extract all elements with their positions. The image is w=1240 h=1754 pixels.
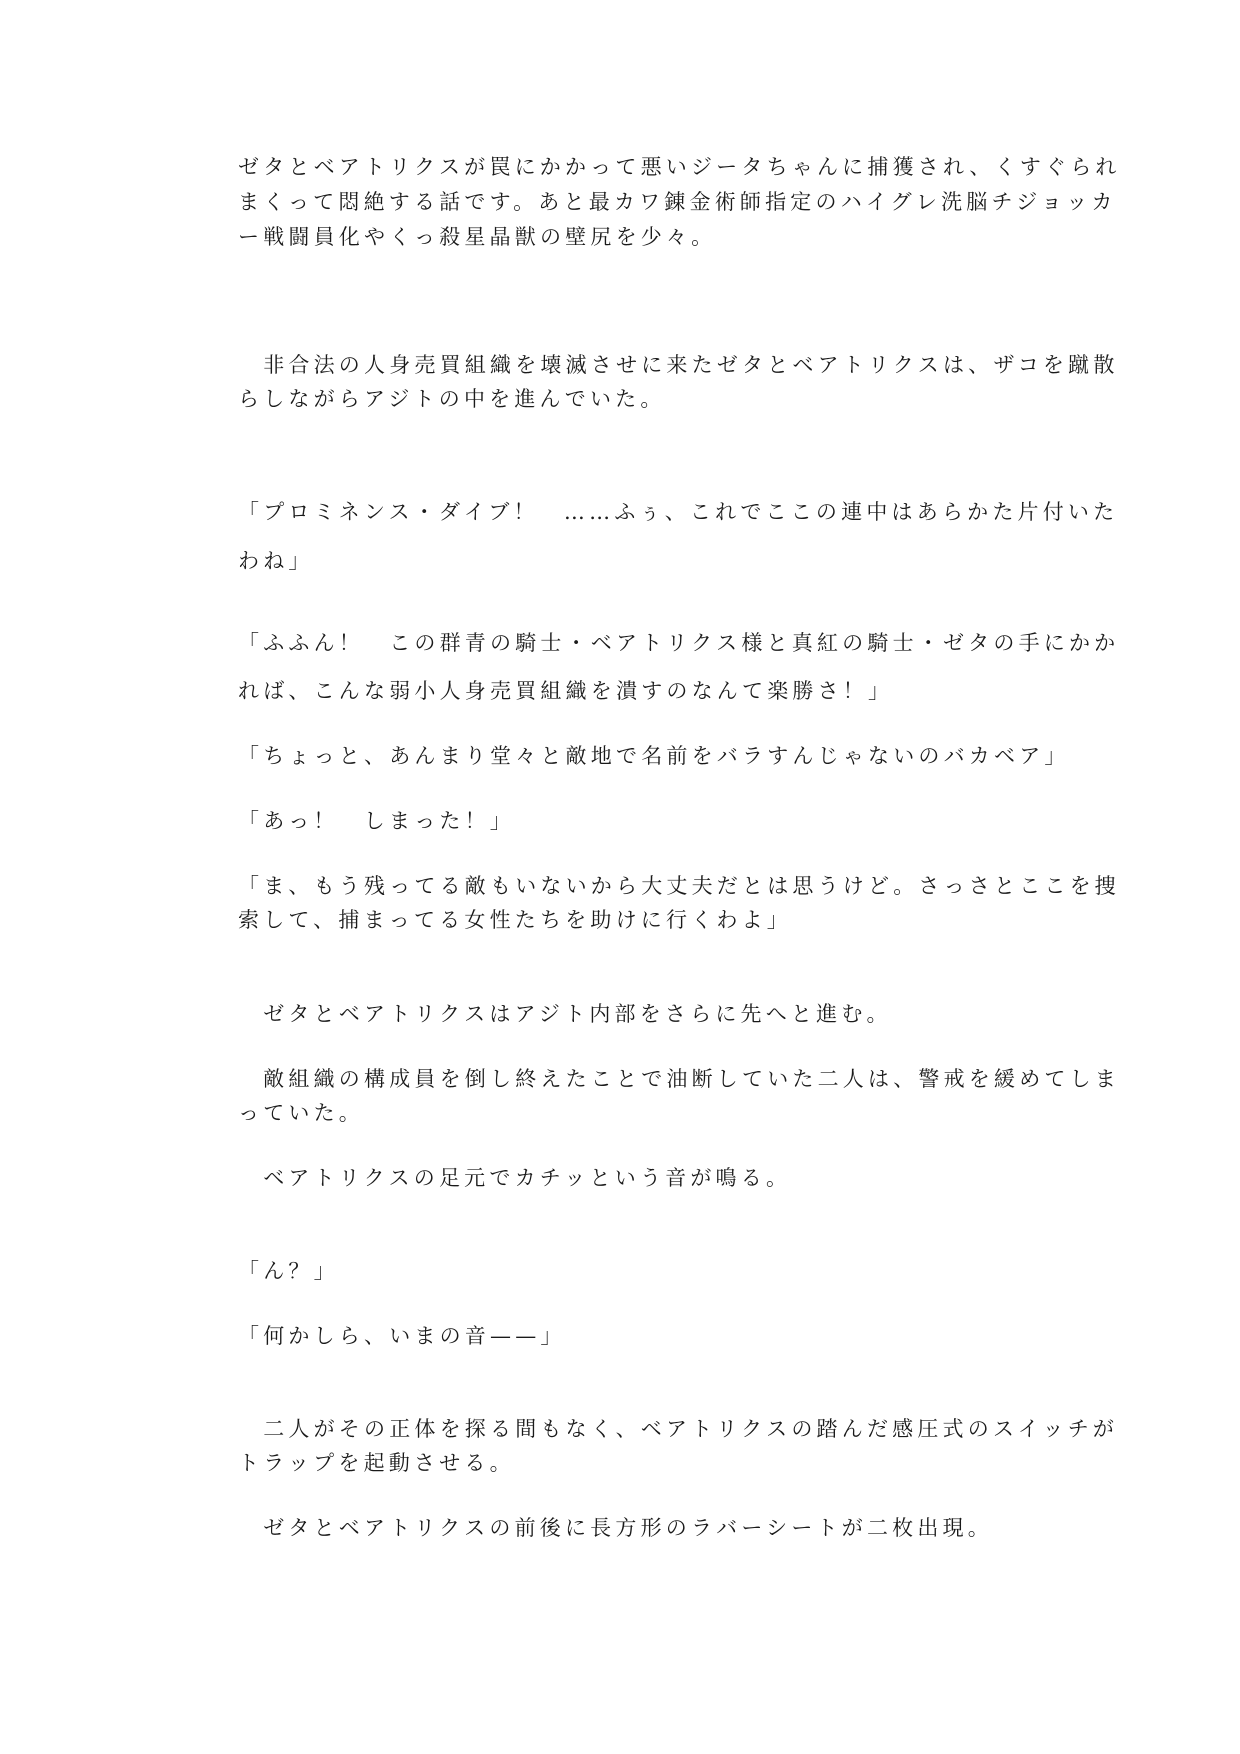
- text-line: 「プロミネンス・ダイブ！ ……ふぅ、これでここの連中はあらかた片付いた: [238, 500, 1119, 524]
- text-line: 二人がその正体を探る間もなく、ベアトリクスの踏んだ感圧式のスイッチが: [238, 1417, 1119, 1441]
- text-line: 「あっ！ しまった！」: [238, 809, 515, 833]
- text-line: れば、こんな弱小人身売買組織を潰すのなんて楽勝さ！」: [238, 679, 894, 703]
- text-line: ー戦闘員化やくっ殺星晶獣の壁尻を少々。: [238, 225, 717, 249]
- text-line: ゼタとベアトリクスの前後に長方形のラバーシートが二枚出現。: [238, 1516, 993, 1540]
- text-line: わね」: [238, 549, 314, 573]
- text-line: 「ふふん！ この群青の騎士・ベアトリクス様と真紅の騎士・ゼタの手にかか: [238, 631, 1120, 655]
- text-line: 非合法の人身売買組織を壊滅させに来たゼタとベアトリクスは、ザコを蹴散: [238, 353, 1119, 377]
- text-line: 「何かしら、いまの音——」: [238, 1324, 566, 1348]
- text-line: 敵組織の構成員を倒し終えたことで油断していた二人は、警戒を緩めてしま: [238, 1067, 1120, 1091]
- text-line: ゼタとベアトリクスが罠にかかって悪いジータちゃんに捕獲され、くすぐられ: [238, 155, 1121, 179]
- text-line: 索して、捕まってる女性たちを助けに行くわよ」: [238, 908, 792, 932]
- text-line: 「ま、もう残ってる敵もいないから大丈夫だとは思うけど。さっさとここを捜: [238, 874, 1120, 898]
- text-line: 「ん？」: [238, 1259, 339, 1283]
- text-line: トラップを起動させる。: [238, 1451, 515, 1475]
- text-line: ゼタとベアトリクスはアジト内部をさらに先へと進む。: [238, 1002, 892, 1026]
- text-line: らしながらアジトの中を進んでいた。: [238, 387, 666, 411]
- text-line: っていた。: [238, 1101, 364, 1125]
- text-line: ベアトリクスの足元でカチッという音が鳴る。: [238, 1166, 792, 1190]
- text-line: まくって悶絶する話です。あと最カワ錬金術師指定のハイグレ洗脳チジョッカ: [238, 190, 1117, 214]
- text-line: 「ちょっと、あんまり堂々と敵地で名前をバラすんじゃないのバカベア」: [238, 744, 1070, 768]
